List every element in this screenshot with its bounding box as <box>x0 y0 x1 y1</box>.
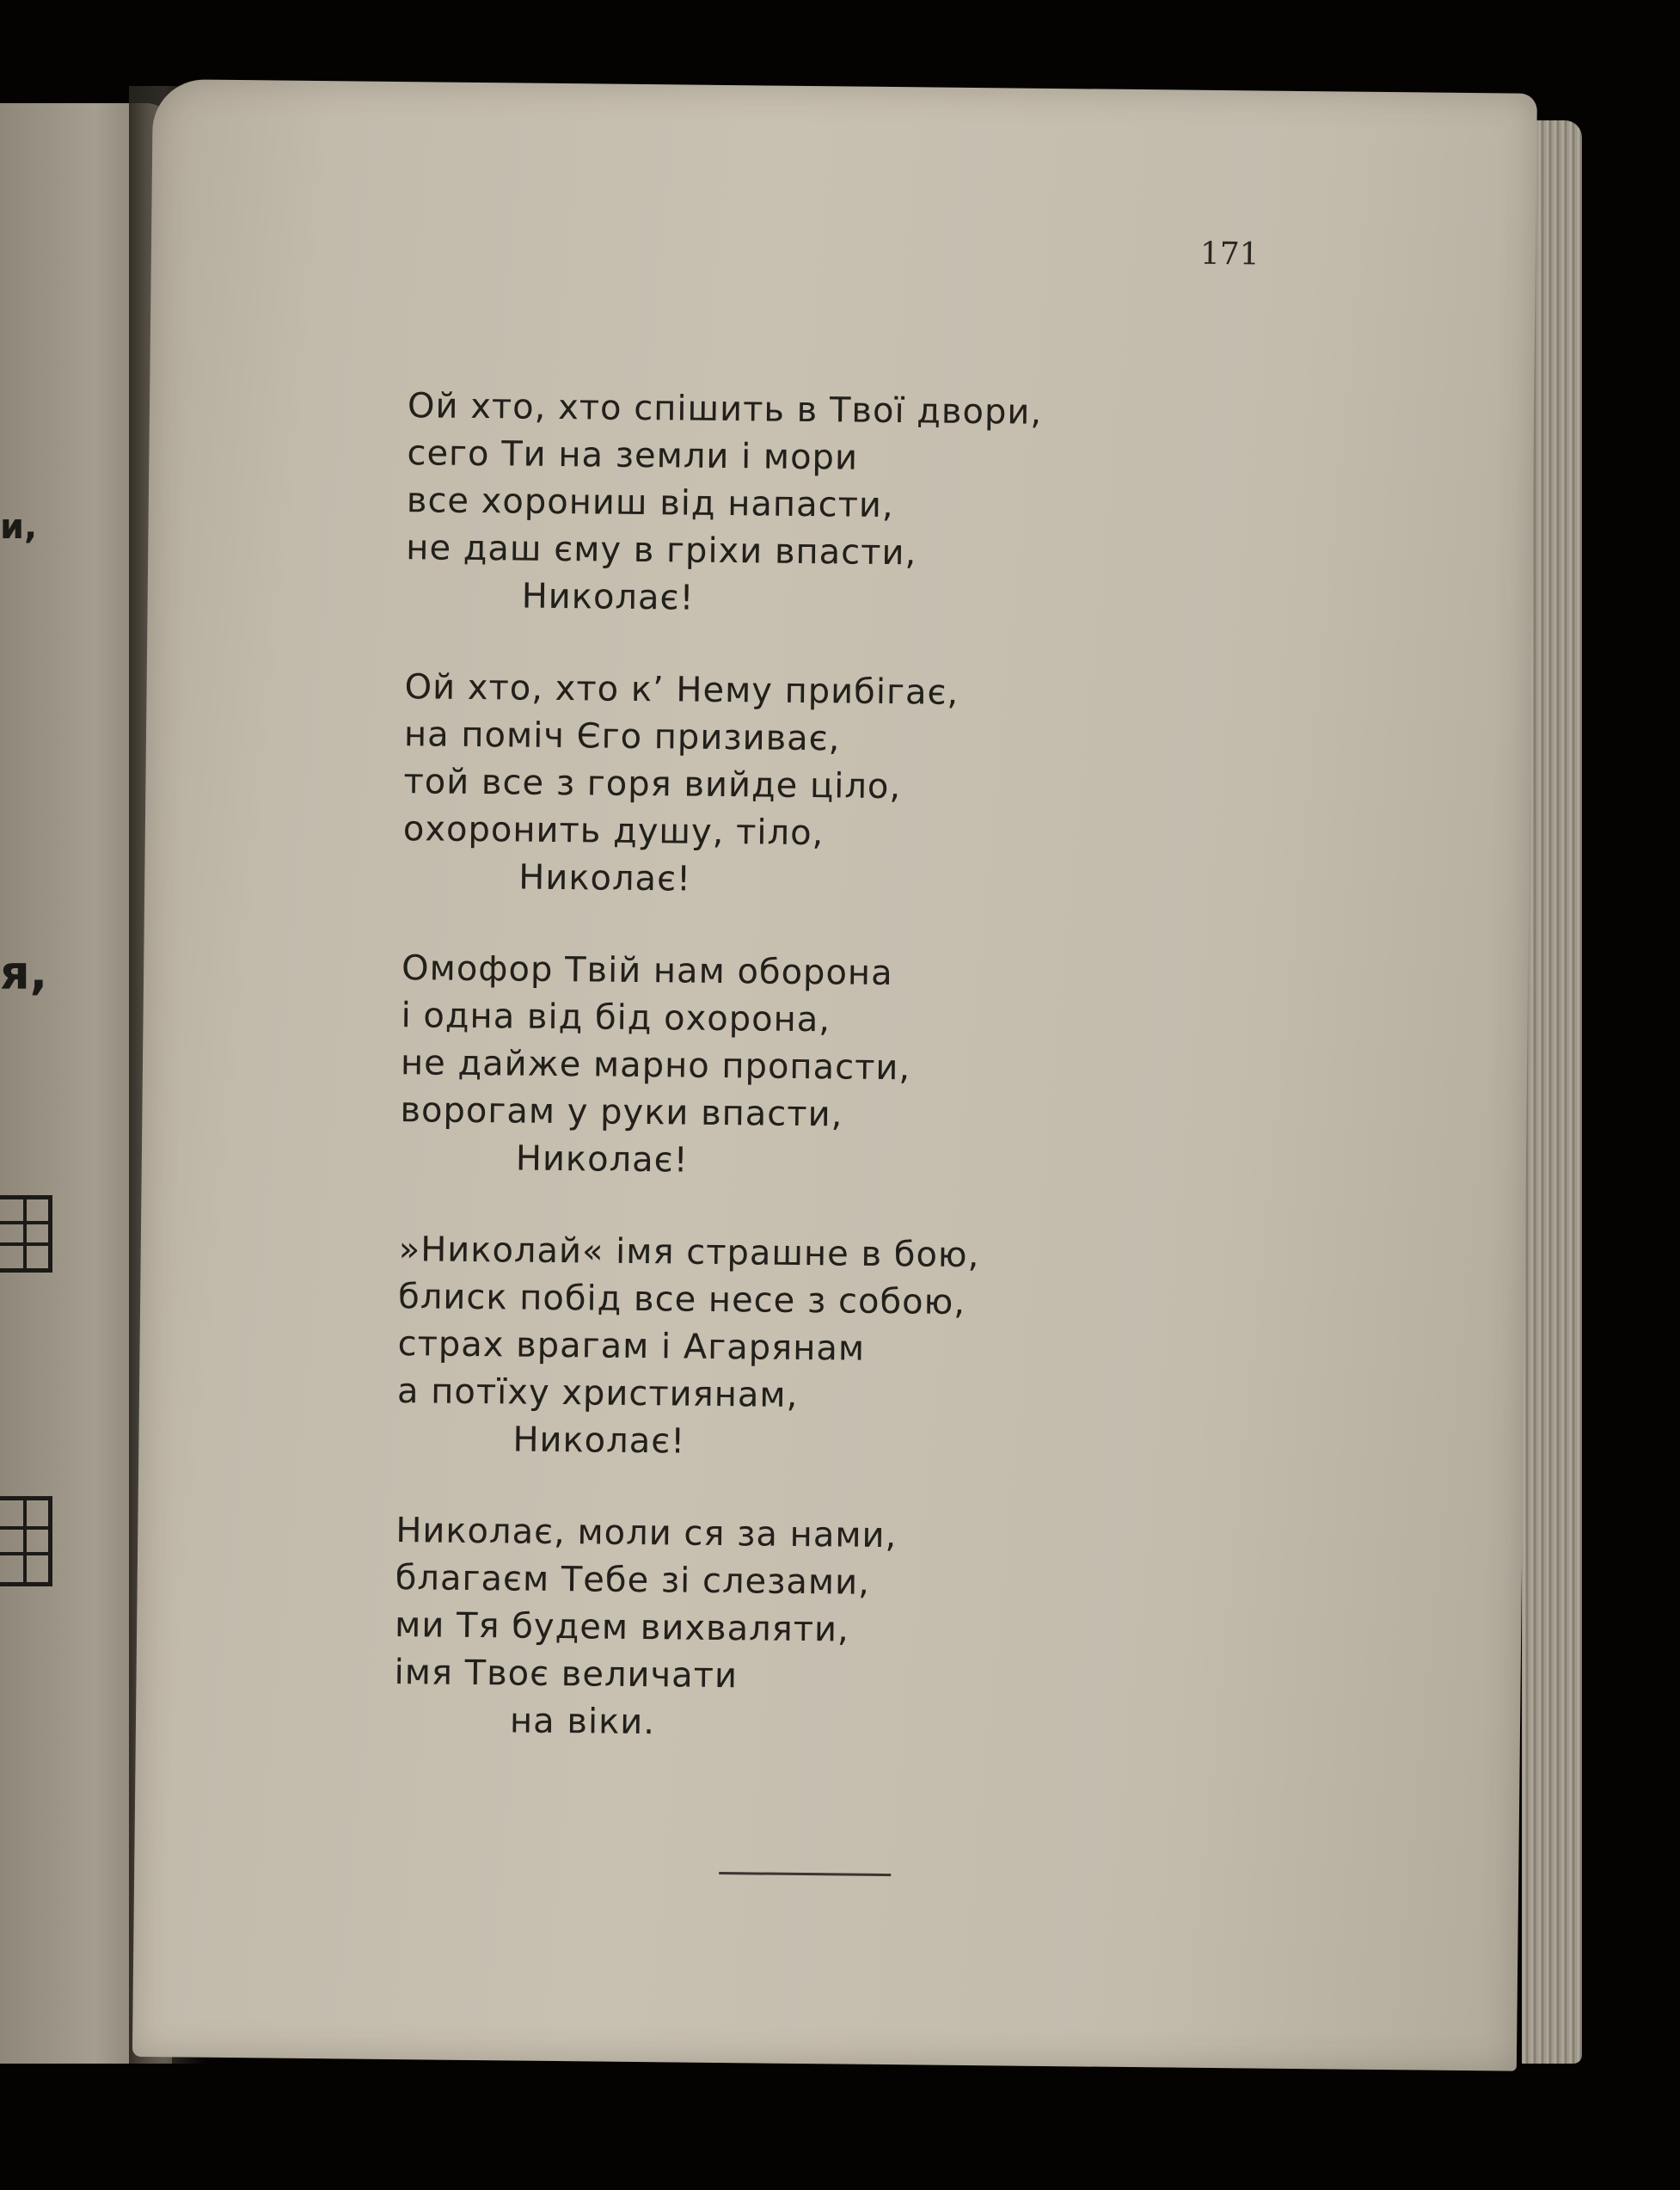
hymn-text <box>393 383 1439 1799</box>
verse-line: Ой хто, хто к’ Нему прибігає, <box>404 667 960 713</box>
verse-line: страх врагам і Агарянам <box>397 1324 866 1369</box>
verse-line: сего Ти на земли і мори <box>407 433 859 478</box>
verse-line: на поміч Єго призиває, <box>403 715 841 759</box>
refrain-line: на віки. <box>509 1701 656 1743</box>
refrain-line: Николає! <box>518 857 692 899</box>
refrain-line: Николає! <box>521 576 695 618</box>
left-page-fragment: и, <box>0 507 38 547</box>
chord-diagram-fragment <box>0 1195 52 1273</box>
verse-line: Омофор Твій нам оборона <box>401 948 893 994</box>
refrain-line: Николає! <box>515 1138 689 1181</box>
stanza <box>400 945 1434 1193</box>
refrain-line: Николає! <box>512 1420 686 1462</box>
stanza <box>402 664 1437 911</box>
verse-line: »Николай« імя страшне в бою, <box>398 1230 980 1276</box>
verse-line: ми Тя будем вихваляти, <box>394 1605 849 1650</box>
verse-line: не дайже марно пропасти, <box>400 1043 911 1089</box>
left-page-fragment: я, <box>0 946 48 1000</box>
verse-line: все хорониш від напасти, <box>406 481 894 526</box>
stanza <box>405 383 1439 630</box>
verse-line: а потїху християнам, <box>396 1371 799 1415</box>
verse-line: імя Твоє величати <box>394 1653 739 1696</box>
verse-line: блиск побід все несе з собою, <box>397 1277 966 1322</box>
verse-line: ворогам у руки впасти, <box>400 1090 843 1135</box>
page-number: 171 <box>1199 236 1260 273</box>
verse-line: Ой хто, хто спішить в Твої двори, <box>407 386 1043 432</box>
verse-line: не даш єму в гріхи впасти, <box>406 528 917 574</box>
verse-line: і одна від бід охорона, <box>401 996 831 1040</box>
verse-line: благаєм Тебе зі слезами, <box>395 1558 871 1603</box>
verse-line: Николає, моли ся за нами, <box>395 1511 898 1556</box>
chord-diagram-fragment <box>0 1496 52 1586</box>
verse-line: охоронить душу, тіло, <box>402 809 825 854</box>
end-divider <box>719 1872 891 1876</box>
verse-line: той все з горя вийде ціло, <box>403 762 902 807</box>
current-page <box>132 79 1537 2071</box>
stanza <box>394 1507 1428 1755</box>
stanza <box>396 1226 1431 1474</box>
